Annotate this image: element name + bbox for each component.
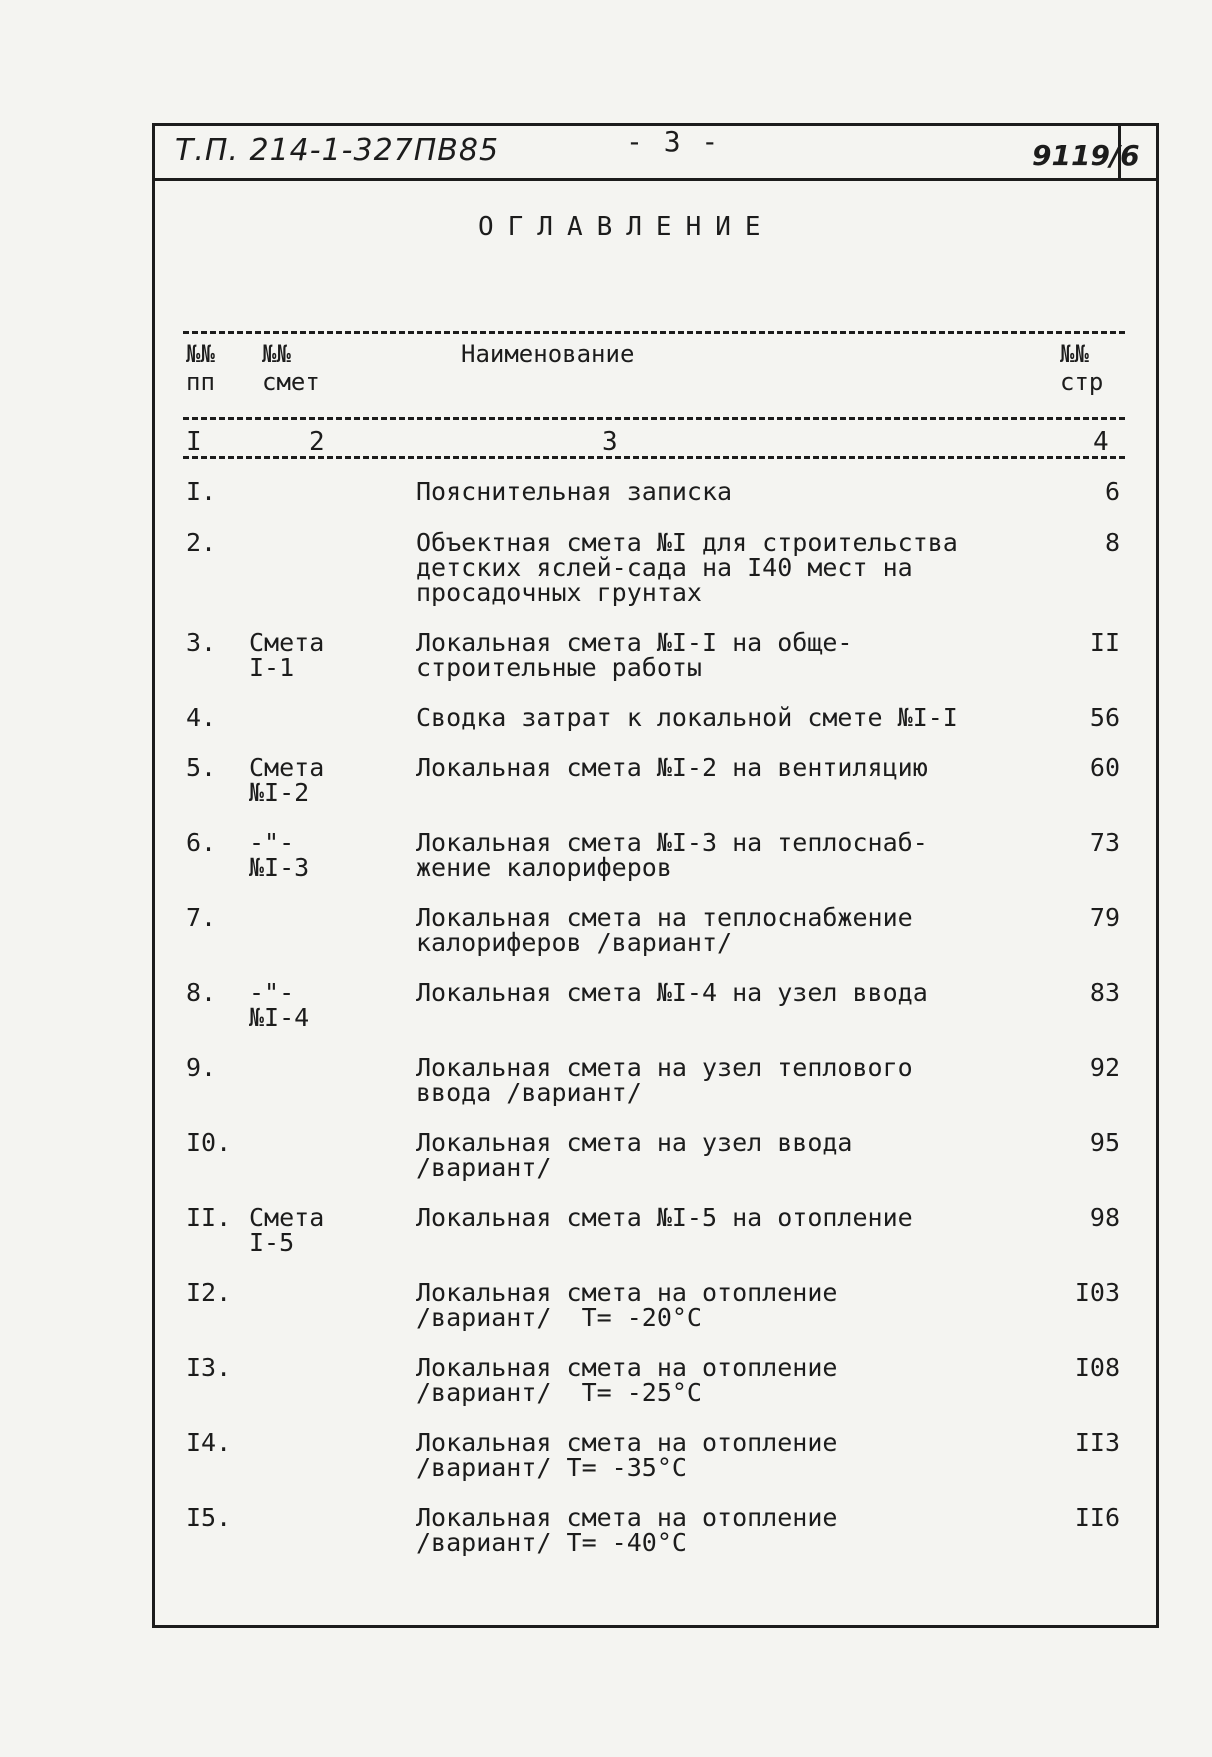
header-col-num-line1: №№ (186, 340, 215, 368)
row-estimate-ref-line: №I-3 (249, 853, 310, 882)
row-title-line: Локальная смета №I-3 на теплоснаб- (416, 828, 928, 857)
row-number: I3. (186, 1353, 232, 1382)
row-title-line: жение калориферов (416, 853, 672, 882)
row-number: 2. (186, 528, 217, 557)
row-title-line: Локальная смета №I-I на обще- (416, 628, 853, 657)
header-col-page-line1: №№ (1060, 340, 1089, 368)
header-col-name: Наименование (461, 340, 635, 368)
header-bottom-rule (183, 417, 1125, 420)
row-title-line: /вариант/ Т= -20°С (416, 1303, 702, 1332)
row-estimate-ref (249, 630, 324, 680)
header-col-page (1060, 340, 1103, 396)
row-title-line: Локальная смета на узел теплового (416, 1053, 913, 1082)
row-page-number: II6 (1074, 1503, 1120, 1532)
row-title (416, 530, 1016, 605)
column-number-3: 3 (602, 427, 618, 457)
row-estimate-ref-line: -"- (249, 828, 295, 857)
row-title-line: детских яслей-сада на I40 мест на (416, 553, 913, 582)
row-title-line: Локальная смета на отопление (416, 1278, 838, 1307)
row-page-number: 73 (1089, 828, 1120, 857)
row-page-number: 60 (1089, 753, 1120, 782)
row-title-line: /вариант/ Т= -25°С (416, 1378, 702, 1407)
row-title (416, 1205, 1016, 1230)
header-col-num-line2: пп (186, 368, 215, 396)
row-title-line: Локальная смета №I-5 на отопление (416, 1203, 913, 1232)
row-title-line: Локальная смета на отопление (416, 1503, 838, 1532)
row-title-line: Объектная смета №I для строительства (416, 528, 958, 557)
row-title-line: /вариант/ (416, 1153, 552, 1182)
row-title-line: строительные работы (416, 653, 702, 682)
row-page-number: II3 (1074, 1428, 1120, 1457)
row-title (416, 830, 1016, 880)
row-page-number: 79 (1089, 903, 1120, 932)
row-page-number: II (1089, 628, 1120, 657)
row-title-line: Локальная смета на узел ввода (416, 1128, 853, 1157)
row-title (416, 980, 1016, 1005)
row-estimate-ref-line: Смета (249, 753, 325, 782)
header-col-page-line2: стр (1060, 368, 1104, 396)
row-number: I2. (186, 1278, 232, 1307)
row-title (416, 1355, 1016, 1405)
row-title-line: Локальная смета на теплоснабжение (416, 903, 913, 932)
row-title (416, 755, 1016, 780)
row-page-number: 56 (1089, 703, 1120, 732)
column-numbers-rule (183, 456, 1125, 459)
row-page-number: 83 (1089, 978, 1120, 1007)
row-estimate-ref-line: I-1 (249, 653, 295, 682)
header-col-smeta (262, 340, 320, 396)
row-estimate-ref-line: №I-2 (249, 778, 310, 807)
row-title (416, 1280, 1016, 1330)
row-page-number: I03 (1074, 1278, 1120, 1307)
row-title-line: /вариант/ Т= -40°С (416, 1528, 687, 1557)
column-number-1: I (186, 427, 202, 457)
row-page-number: 8 (1104, 528, 1120, 557)
row-estimate-ref-line: Смета (249, 1203, 325, 1232)
header-col-num (186, 340, 215, 396)
row-page-number: 98 (1089, 1203, 1120, 1232)
row-title (416, 905, 1016, 955)
row-estimate-ref (249, 980, 309, 1030)
row-number: 8. (186, 978, 217, 1007)
header-col-smeta-line2: смет (262, 368, 320, 396)
row-title (416, 1430, 1016, 1480)
row-title (416, 705, 1016, 730)
row-title (416, 479, 1016, 504)
sheet-number: 9119/6 (1032, 139, 1140, 172)
row-title-line: Локальная смета №I-2 на вентиляцию (416, 753, 928, 782)
row-title-line: Сводка затрат к локальной смете №I-I (416, 703, 958, 732)
project-code: Т.П. 214-1-327ПВ85 (175, 133, 500, 168)
row-number: I. (186, 477, 217, 506)
column-number-2: 2 (309, 427, 325, 457)
row-title-line: калориферов /вариант/ (416, 928, 733, 957)
row-estimate-ref (249, 755, 324, 805)
table-top-rule (183, 331, 1125, 334)
row-page-number: 95 (1089, 1128, 1120, 1157)
row-number: II. (186, 1203, 232, 1232)
document-title: ОГЛАВЛЕНИЕ (478, 212, 775, 242)
row-title-line: /вариант/ Т= -35°С (416, 1453, 687, 1482)
row-page-number: I08 (1074, 1353, 1120, 1382)
row-estimate-ref-line: I-5 (249, 1228, 295, 1257)
row-number: 6. (186, 828, 217, 857)
row-number: 4. (186, 703, 217, 732)
row-title-line: ввода /вариант/ (416, 1078, 642, 1107)
row-estimate-ref (249, 1205, 324, 1255)
row-title-line: Локальная смета №I-4 на узел ввода (416, 978, 928, 1007)
row-title-line: просадочных грунтах (416, 578, 702, 607)
page-number: - 3 - (626, 125, 721, 158)
row-title (416, 1130, 1016, 1180)
row-title-line: Локальная смета на отопление (416, 1353, 838, 1382)
row-number: 3. (186, 628, 217, 657)
row-number: 5. (186, 753, 217, 782)
row-estimate-ref (249, 830, 309, 880)
row-title (416, 1505, 1016, 1555)
row-number: 7. (186, 903, 217, 932)
row-page-number: 92 (1089, 1053, 1120, 1082)
row-estimate-ref-line: Смета (249, 628, 325, 657)
row-number: 9. (186, 1053, 217, 1082)
header-col-smeta-line1: №№ (262, 340, 291, 368)
row-title (416, 1055, 1016, 1105)
row-number: I5. (186, 1503, 232, 1532)
row-title (416, 630, 1016, 680)
row-title-line: Пояснительная записка (416, 477, 733, 506)
row-estimate-ref-line: №I-4 (249, 1003, 310, 1032)
column-number-4: 4 (1093, 427, 1109, 457)
row-title-line: Локальная смета на отопление (416, 1428, 838, 1457)
row-number: I4. (186, 1428, 232, 1457)
row-estimate-ref-line: -"- (249, 978, 295, 1007)
row-page-number: 6 (1104, 477, 1120, 506)
row-number: I0. (186, 1128, 232, 1157)
